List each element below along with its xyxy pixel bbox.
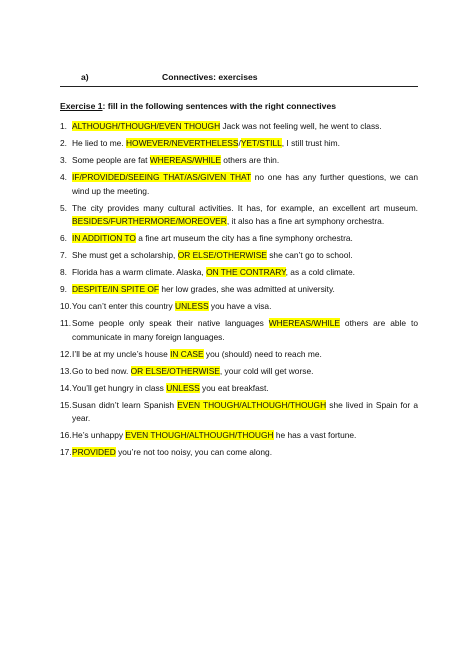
answer-highlight: UNLESS bbox=[166, 382, 200, 393]
sentence-text: Susan didn’t learn Spanish bbox=[72, 399, 178, 410]
exercise-item bbox=[60, 446, 418, 460]
sentence-text: Florida has a warm climate. Alaska, bbox=[72, 267, 207, 277]
answer-highlight: YET/STILL bbox=[240, 138, 282, 148]
sentence-text: you (should) need to reach me. bbox=[203, 348, 322, 359]
sentence-text: a fine art museum the city has a fine symphony orchestra. bbox=[135, 233, 353, 243]
sentence-text: Go to bed now. bbox=[72, 365, 131, 376]
exercise-item bbox=[60, 283, 418, 297]
item-number: 5. bbox=[60, 202, 67, 213]
sentence-text: she can’t go to school. bbox=[266, 250, 353, 260]
sentence-text: no one has any further questions, we can wind up the meeting. bbox=[72, 172, 418, 196]
item-number: 17. bbox=[60, 447, 72, 457]
answer-highlight: ALTHOUGH/THOUGH/EVEN THOUGH bbox=[72, 121, 221, 131]
exercise-item bbox=[60, 202, 418, 229]
exercise-item bbox=[60, 382, 418, 396]
answer-highlight: IN CASE bbox=[170, 348, 204, 359]
answer-highlight: IN ADDITION TO bbox=[72, 233, 136, 243]
item-number: 12. bbox=[60, 348, 72, 359]
answer-highlight: EVEN THOUGH/ALTHOUGH/THOUGH bbox=[177, 399, 327, 410]
item-number: 3. bbox=[60, 155, 67, 165]
item-number: 15. bbox=[60, 399, 72, 410]
exercise-item bbox=[60, 249, 418, 263]
item-number: 10. bbox=[60, 301, 72, 311]
answer-highlight: OR ELSE/OTHERWISE bbox=[130, 365, 220, 376]
answer-highlight: EVEN THOUGH/ALTHOUGH/THOUGH bbox=[125, 430, 274, 440]
section-label: a) bbox=[81, 72, 89, 82]
sentence-text: others are able to communicate in many foreign languages. bbox=[72, 318, 418, 342]
exercise-item bbox=[60, 300, 418, 314]
exercise-instruction: : fill in the following sentences with the right connectives bbox=[102, 101, 337, 111]
exercise-item bbox=[60, 348, 418, 362]
section-title: Connectives: exercises bbox=[162, 72, 258, 82]
answer-highlight: OR ELSE/OTHERWISE bbox=[177, 250, 267, 260]
sentence-text: , it also has a fine art symphony orchestra. bbox=[226, 216, 385, 226]
answer-highlight: ON THE CONTRARY bbox=[206, 267, 286, 277]
sentence-text: You’ll get hungry in class bbox=[72, 382, 167, 393]
answer-highlight: HOWEVER/NEVERTHELESS bbox=[126, 138, 239, 148]
answer-highlight: IF/PROVIDED/SEEING THAT/AS/GIVEN THAT bbox=[72, 172, 251, 182]
sentence-text: The city provides many cultural activities. It has, for example, an excellent art museum. bbox=[72, 202, 418, 213]
item-number: 11. bbox=[60, 318, 72, 328]
sentence-text: He lied to me. bbox=[72, 138, 126, 148]
item-number: 7. bbox=[60, 250, 67, 260]
exercise-item bbox=[60, 365, 418, 379]
item-number: 8. bbox=[60, 267, 67, 277]
sentence-text: you have a visa. bbox=[208, 301, 272, 311]
sentence-text: You can’t enter this country bbox=[72, 301, 176, 311]
item-number: 2. bbox=[60, 138, 67, 148]
exercise-item bbox=[60, 266, 418, 280]
exercise-item bbox=[60, 120, 418, 134]
sentence-text: he has a vast fortune. bbox=[273, 430, 357, 440]
answer-highlight: DESPITE/IN SPITE OF bbox=[72, 284, 160, 294]
answer-highlight: WHEREAS/WHILE bbox=[149, 155, 221, 165]
item-number: 1. bbox=[60, 121, 67, 131]
exercise-label: Exercise 1 bbox=[60, 101, 103, 111]
sentence-text: , your cold will get worse. bbox=[219, 365, 314, 376]
sentence-text: , as a cold climate. bbox=[285, 267, 355, 277]
sentence-text: Jack was not feeling well, he went to class. bbox=[220, 121, 382, 131]
answer-highlight: PROVIDED bbox=[72, 447, 116, 457]
sentence-text: Some people are fat bbox=[72, 155, 150, 165]
item-number: 9. bbox=[60, 284, 67, 294]
exercise-item bbox=[60, 232, 418, 246]
item-number: 6. bbox=[60, 233, 67, 243]
sentence-text: you’re not too noisy, you can come along. bbox=[115, 447, 273, 457]
item-number: 13. bbox=[60, 365, 72, 376]
item-number: 4. bbox=[60, 172, 67, 182]
exercise-item bbox=[60, 137, 418, 151]
exercise-item bbox=[60, 429, 418, 443]
exercise-item bbox=[60, 399, 418, 426]
sentence-text: / bbox=[238, 138, 241, 148]
sentence-text: He’s unhappy bbox=[72, 430, 126, 440]
sentence-text: She must get a scholarship, bbox=[72, 250, 178, 260]
sentence-text: you eat breakfast. bbox=[199, 382, 269, 393]
sentence-text: I’ll be at my uncle’s house bbox=[72, 348, 171, 359]
sentence-text: her low grades, she was admitted at university. bbox=[159, 284, 335, 294]
exercise-list bbox=[60, 120, 418, 463]
item-number: 16. bbox=[60, 430, 72, 440]
answer-highlight: BESIDES/FURTHERMORE/MOREOVER bbox=[72, 216, 227, 226]
sentence-text: she lived in Spain for a year. bbox=[72, 399, 419, 423]
section-header bbox=[60, 72, 418, 87]
answer-highlight: WHEREAS/WHILE bbox=[268, 318, 340, 328]
exercise-heading bbox=[60, 101, 336, 111]
exercise-item bbox=[60, 317, 418, 344]
answer-highlight: UNLESS bbox=[175, 301, 209, 311]
exercise-item bbox=[60, 171, 418, 198]
sentence-text: Some people only speak their native languages bbox=[72, 318, 269, 328]
exercise-item bbox=[60, 154, 418, 168]
item-number: 14. bbox=[60, 382, 72, 393]
sentence-text: , I still trust him. bbox=[281, 138, 340, 148]
sentence-text: others are thin. bbox=[220, 155, 280, 165]
